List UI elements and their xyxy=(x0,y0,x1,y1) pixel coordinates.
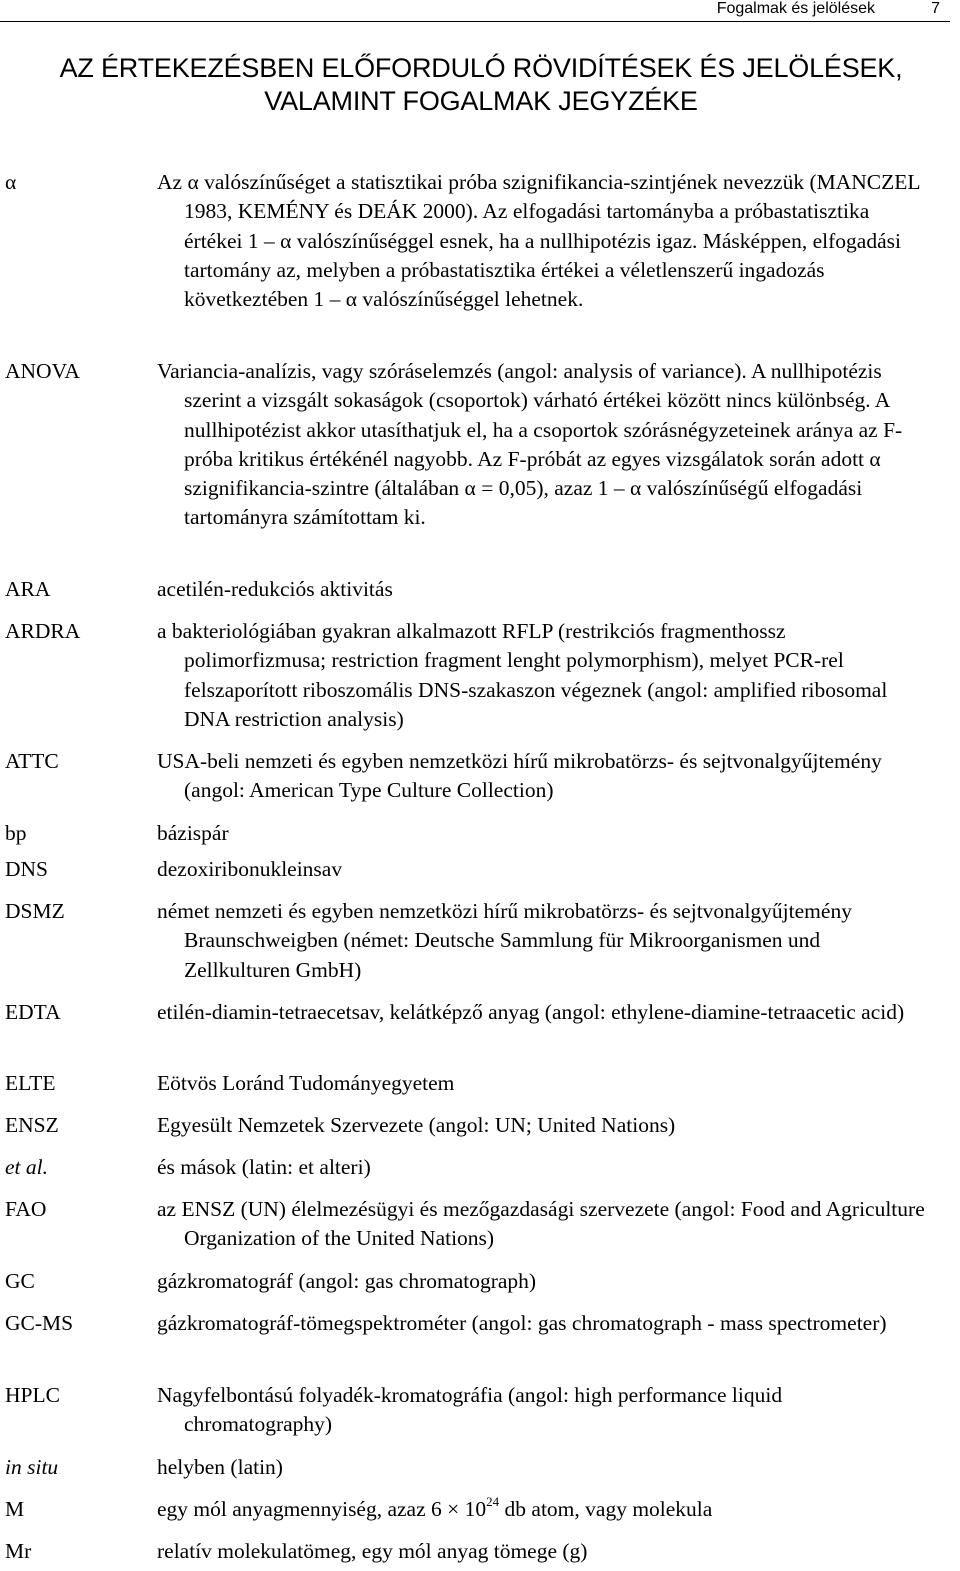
glossary-entry-bp xyxy=(0,819,960,848)
glossary-term: GC-MS xyxy=(5,1311,74,1335)
glossary-term: ARDRA xyxy=(5,619,81,643)
glossary-definition: német nemzeti és egyben nemzetközi hírű mikrobatörzs- és sejtvonalgyűjtemény Braunschweigben (német: Deutsche Sammlung für Mikroorganismen und Zellkulturen GmbH) xyxy=(157,899,852,982)
glossary-entry-fao xyxy=(0,1195,960,1254)
glossary-term: EDTA xyxy=(5,1000,61,1024)
header-page-number: 7 xyxy=(931,0,940,17)
glossary-term: DSMZ xyxy=(5,899,65,923)
glossary-term: et al. xyxy=(5,1155,48,1179)
glossary-term: ENSZ xyxy=(5,1113,59,1137)
glossary-definition: relatív molekulatömeg, egy mól anyag tömege (g) xyxy=(157,1539,588,1563)
page-title-line-1: AZ ÉRTEKEZÉSBEN ELŐFORDULÓ RÖVIDÍTÉSEK ÉS JELÖLÉSEK, xyxy=(59,53,903,83)
glossary-entry-dsmz xyxy=(0,897,960,985)
page-title xyxy=(6,52,956,118)
glossary-definition: Nagyfelbontású folyadék-kromatográfia (angol: high performance liquid chromatography) xyxy=(157,1383,783,1437)
page-header xyxy=(0,0,950,22)
glossary-entry-ara xyxy=(0,575,960,604)
glossary-term: α xyxy=(5,170,17,194)
glossary-term: M xyxy=(5,1497,25,1521)
glossary-definition: és mások (latin: et alteri) xyxy=(157,1155,371,1179)
glossary-definition: acetilén-redukciós aktivitás xyxy=(157,577,393,601)
glossary-entry-edta xyxy=(0,998,960,1027)
glossary-term: DNS xyxy=(5,857,49,881)
glossary-term: ANOVA xyxy=(5,359,80,383)
glossary-term: ARA xyxy=(5,577,51,601)
glossary-entry-gc xyxy=(0,1267,960,1296)
glossary-definition xyxy=(157,1493,929,1524)
page-title-line-2: VALAMINT FOGALMAK JEGYZÉKE xyxy=(264,86,698,116)
glossary-definition: Eötvös Loránd Tudományegyetem xyxy=(157,1071,455,1095)
definition-text-before-exponent: egy mól anyagmennyiség, azaz 6 × 10 xyxy=(157,1497,487,1521)
glossary-entry-mr xyxy=(0,1537,960,1566)
glossary-entry-gc-ms xyxy=(0,1309,960,1338)
glossary-entry-elte xyxy=(0,1069,960,1098)
glossary-definition: Variancia-analízis, vagy szóráselemzés (angol: analysis of variance). A nullhipotézis szerint a vizsgált sokaságok (csoportok) várható értékei között nincs különbség. A nullhipotézist akkor utasíthatjuk el, ha a csoportok szórásnégyzeteinek aránya az F-próba kritikus értékénél nagyobb. Az F-próbát az egyes vizsgálatok során adott α szignifikancia-szintre (általában α = 0,05), azaz 1 – α valószínűségű elfogadási tartományra számítottam ki. xyxy=(157,359,903,530)
exponent: 24 xyxy=(486,1493,500,1509)
glossary-definition: a bakteriológiában gyakran alkalmazott RFLP (restrikciós fragmenthossz polimorfizmusa; restriction fragment lenght polymorphism), melyet PCR-rel felszaporított riboszomális DNS-szakaszon végeznek (angol: amplified ribosomal DNA restriction analysis) xyxy=(157,619,888,731)
glossary-definition: etilén-diamin-tetraecetsav, kelátképző anyag (angol: ethylene-diamine-tetraacetic acid) xyxy=(157,1000,905,1024)
glossary-entry-et-al xyxy=(0,1153,960,1182)
glossary-definition: helyben (latin) xyxy=(157,1455,283,1479)
glossary-entry-m xyxy=(0,1495,960,1524)
glossary-entry-attc xyxy=(0,747,960,806)
glossary-term: in situ xyxy=(5,1455,59,1479)
glossary-entry-ardra xyxy=(0,617,960,734)
glossary-definition: Egyesült Nemzetek Szervezete (angol: UN; United Nations) xyxy=(157,1113,676,1137)
glossary-entry-in-situ xyxy=(0,1453,960,1482)
glossary-definition: bázispár xyxy=(157,821,229,845)
glossary-entry-anova xyxy=(0,357,960,533)
glossary-term: bp xyxy=(5,821,27,845)
glossary-entry-ensz xyxy=(0,1111,960,1140)
glossary-definition: USA-beli nemzeti és egyben nemzetközi hírű mikrobatörzs- és sejtvonalgyűjtemény (angol: American Type Culture Collection) xyxy=(157,749,882,803)
glossary-term: GC xyxy=(5,1269,35,1293)
glossary-definition: Az α valószínűséget a statisztikai próba szignifikancia-szintjének nevezzük (MANCZEL 1983, KEMÉNY és DEÁK 2000). Az elfogadási tartományba a próbastatisztika értékei 1 – α valószínűséggel esnek, ha a nullhipotézis igaz. Másképpen, elfogadási tartomány az, melyben a próbastatisztika értékei a véletlenszerű ingadozás következtében 1 – α valószínűséggel lehetnek. xyxy=(157,170,920,312)
glossary-definition: gázkromatográf (angol: gas chromatograph) xyxy=(157,1269,537,1293)
glossary-term: HPLC xyxy=(5,1383,60,1407)
glossary-entry-alpha xyxy=(0,168,960,314)
definition-text-after-exponent: db atom, vagy molekula xyxy=(499,1497,713,1521)
glossary-term: FAO xyxy=(5,1197,47,1221)
glossary-term: ELTE xyxy=(5,1071,56,1095)
glossary-entry-dns xyxy=(0,855,960,884)
glossary-term: ATTC xyxy=(5,749,59,773)
glossary-definition: dezoxiribonukleinsav xyxy=(157,857,343,881)
header-section-title: Fogalmak és jelölések xyxy=(716,0,875,17)
glossary-term: Mr xyxy=(5,1539,32,1563)
glossary-entry-hplc xyxy=(0,1381,960,1440)
glossary-definition: gázkromatográf-tömegspektrométer (angol: gas chromatograph - mass spectrometer) xyxy=(157,1311,887,1335)
glossary-definition: az ENSZ (UN) élelmezésügyi és mezőgazdasági szervezete (angol: Food and Agriculture Organization of the United Nations) xyxy=(157,1197,925,1251)
